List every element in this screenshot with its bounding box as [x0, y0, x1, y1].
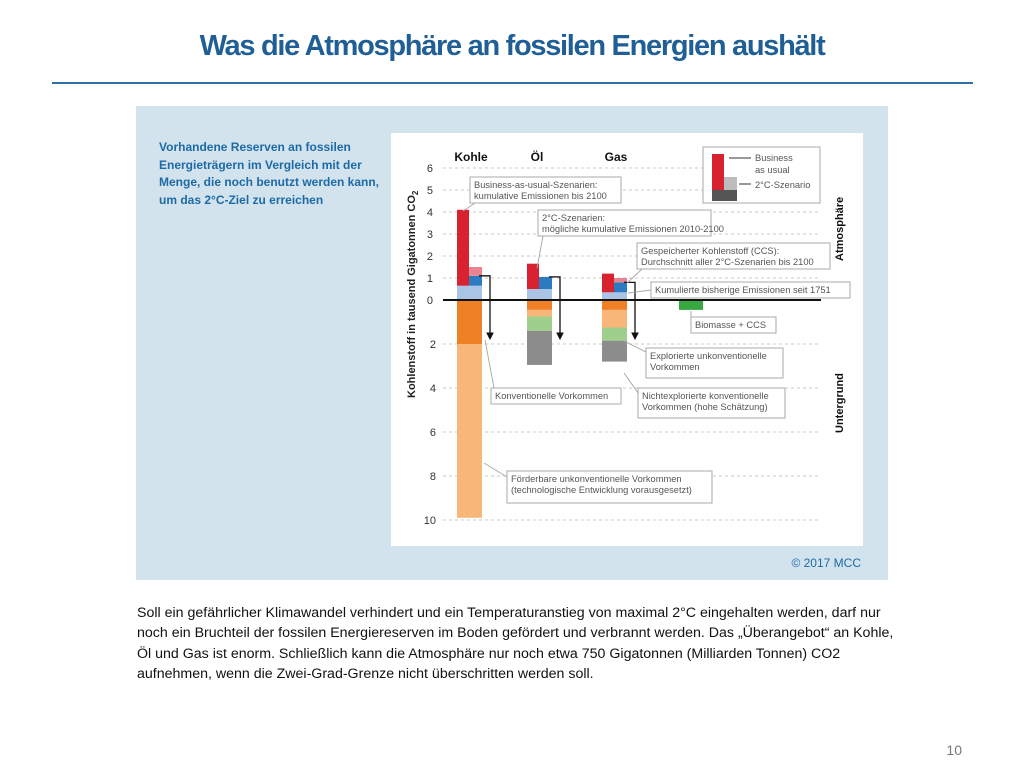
- bar-conventional: [527, 300, 552, 310]
- annotation-leader: [484, 463, 507, 477]
- arrow-head: [557, 333, 563, 339]
- annotation-explored-unconv: Explorierte unkonventionelle: [650, 351, 767, 361]
- bar-two-degree: [469, 267, 482, 276]
- bar-recoverable-unconv: [457, 344, 482, 518]
- figure-caption: Vorhandene Reserven an fossilen Energieträgern im Vergleich mit der Menge, die noch benutzt werden kann, um das 2°C-Ziel zu erreichen: [159, 140, 380, 207]
- legend-swatch-two-degree: [724, 177, 737, 190]
- body-text: Soll ein gefährlicher Klimawandel verhindert und ein Temperaturanstieg von maximal 2°C eingehalten werden, darf nur noch ein Bruchteil der fossilen Energiereserven im Boden gefördert und verbrannt werden. Das „Überangebot“ an Kohle, Öl und Gas ist enorm. Schließlich kann die Atmosphäre nur noch etwa 750 Gigatonnen (Milliarden Tonnen) CO2 aufnehmen, wenn die Zwei-Grad-Grenze nicht überschritten werden soll.: [137, 605, 894, 683]
- annotation-leader: [627, 269, 642, 283]
- y-tick-label: 10: [423, 515, 436, 527]
- annotation-bau: Business-as-usual-Szenarien:: [474, 180, 598, 190]
- bar-conventional: [457, 300, 482, 344]
- bar-historic: [602, 292, 627, 300]
- copyright: © 2017 MCC: [791, 556, 861, 570]
- bar-ccs: [539, 277, 552, 289]
- y-tick-label: 2: [426, 251, 433, 263]
- annotation-ccs: Gespeicherter Kohlenstoff (CCS):: [641, 246, 780, 256]
- y-axis-label: Kohlenstoff in tausend Gigatonnen $CO_2$: [406, 190, 420, 398]
- bar-unexplored-conv: [602, 341, 627, 362]
- bar-ccs: [614, 282, 627, 292]
- arrow-head: [632, 333, 638, 339]
- annotation-two-degree: mögliche kumulative Emissionen 2010-2100: [542, 224, 724, 234]
- annotation-recoverable-unconv: Förderbare unkonventionelle Vorkommen: [511, 474, 682, 484]
- region-label-underground: Untergrund: [834, 373, 846, 433]
- annotation-historic: Kumulierte bisherige Emissionen seit 1751: [655, 285, 831, 295]
- category-label: Öl: [530, 150, 544, 164]
- slide-title: Was die Atmosphäre an fossilen Energien aushält: [199, 30, 825, 62]
- bar-conventional: [602, 300, 627, 310]
- annotation-two-degree: 2°C-Szenarien:: [542, 213, 606, 223]
- legend-label-bau: Business: [755, 153, 793, 163]
- y-tick-label: 5: [426, 185, 433, 197]
- annotation-unexplored-conv: Nichtexplorierte konventionelle: [642, 391, 769, 401]
- bar-business-as-usual: [602, 274, 614, 293]
- annotation-leader: [624, 341, 646, 352]
- y-tick-label: 0: [426, 295, 433, 307]
- annotation-ccs: Durchschnitt aller 2°C-Szenarien bis 2100: [641, 257, 814, 267]
- page-number: 10: [946, 742, 962, 758]
- bar-recoverable-unconv: [527, 310, 552, 317]
- bar-explored-unconv: [602, 328, 627, 341]
- annotation-leader: [485, 340, 494, 388]
- region-label-atmosphere: Atmosphäre: [834, 196, 846, 261]
- annotation-conventional: Konventionelle Vorkommen: [495, 391, 609, 401]
- legend-swatch-bau: [712, 154, 724, 190]
- annotation-bau: kumulative Emissionen bis 2100: [474, 191, 607, 201]
- bar-explored-unconv: [527, 317, 552, 331]
- annotation-leader: [628, 290, 651, 293]
- y-tick-label: 8: [429, 471, 436, 483]
- bar-ccs: [469, 276, 482, 286]
- y-axis-label-subscript: 2: [411, 190, 420, 196]
- annotation-explored-unconv: Vorkommen: [650, 362, 700, 372]
- bar-recoverable-unconv: [602, 310, 627, 328]
- y-tick-label: 4: [426, 207, 433, 219]
- title-rule: [52, 82, 973, 84]
- arrow-head: [487, 333, 493, 339]
- chart-area: [391, 133, 863, 546]
- bar-business-as-usual: [457, 210, 469, 286]
- annotation-recoverable-unconv: (technologische Entwicklung vorausgesetzt): [511, 485, 692, 495]
- legend-label-bau: as usual: [755, 165, 790, 175]
- legend-label-two-degree: 2°C-Szenario: [755, 180, 811, 190]
- bar-unexplored-conv: [527, 331, 552, 365]
- bar-historic: [457, 286, 482, 300]
- annotation-leader: [624, 373, 638, 393]
- annotation-leader: [537, 236, 543, 268]
- chart-svg: [391, 133, 863, 546]
- legend-swatch-base: [712, 190, 737, 201]
- annotation-biomass: Biomasse + CCS: [695, 320, 767, 330]
- category-label: Kohle: [454, 150, 488, 164]
- y-tick-label: 3: [426, 229, 433, 241]
- bar-two-degree: [614, 278, 627, 282]
- y-tick-label: 1: [426, 273, 433, 285]
- category-label: Gas: [604, 150, 628, 164]
- y-tick-label: 6: [426, 163, 433, 175]
- y-tick-label: 6: [429, 427, 436, 439]
- annotation-unexplored-conv: Vorkommen (hohe Schätzung): [642, 402, 768, 412]
- bar-historic: [527, 289, 552, 300]
- y-tick-label: 2: [429, 339, 436, 351]
- bar-biomass-ccs: [679, 300, 703, 310]
- y-tick-label: 4: [429, 383, 436, 395]
